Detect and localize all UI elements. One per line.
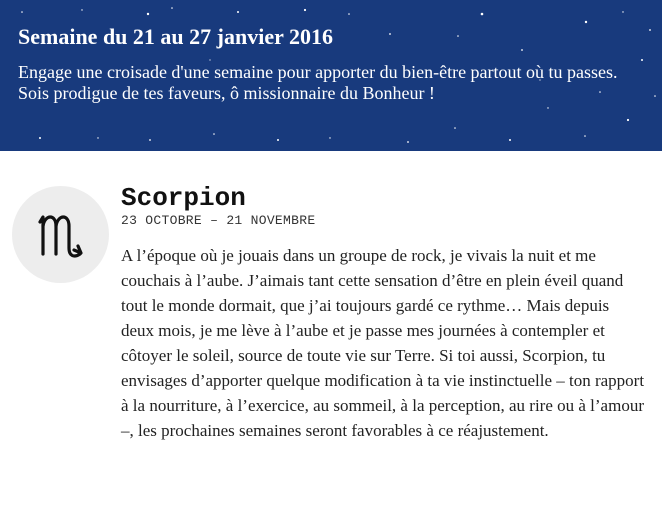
sign-name: Scorpion [121, 183, 246, 213]
banner-text: Engage une croisade d'une semaine pour apporter du bien-être partout où tu passes. Sois prodigue de tes faveurs, ô missionnaire du Bonheur ! [18, 62, 618, 103]
scorpio-icon [12, 186, 109, 283]
week-banner [0, 0, 662, 151]
horoscope-text: A l’époque où je jouais dans un groupe de rock, je vivais la nuit et me couchais à l’aube. J’aimais tant cette sensation d’être en plein éveil quand tout le monde dormait, que j’ai toujours gardé ce rythme… Mais depuis deux mois, je me lève à l’aube et je passe mes journées à contempler et côtoyer le soleil, source de toute vie sur Terre. Si toi aussi, Scorpion, tu envisages d’apporter quelque modification à ta vie instinctuelle – ton rapport à la nourriture, à l’exercice, au sommeil, à la perception, au rire ou à l’amour –, les prochaines semaines seront favorables à ce réajustement. [121, 246, 645, 440]
sign-dates: 23 OCTOBRE – 21 NOVEMBRE [121, 213, 316, 228]
banner-title: Semaine du 21 au 27 janvier 2016 [18, 24, 333, 49]
sign-badge [12, 186, 109, 283]
